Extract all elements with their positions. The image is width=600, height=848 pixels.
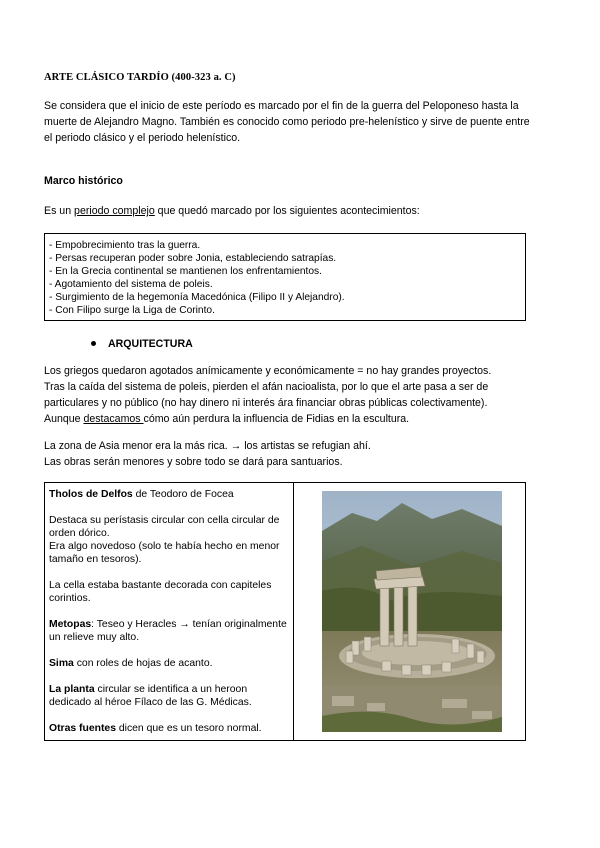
event-item: - Agotamiento del sistema de poleis. [49, 279, 213, 290]
marco-lead [44, 203, 564, 219]
arquitectura-paragraph [44, 363, 564, 427]
tholos-desc1: Destaca su perístasis circular con cella circular de orden dórico. [49, 515, 280, 539]
tholos-photo-cell [294, 483, 526, 741]
fuentes-text: dicen que es un tesoro normal. [115, 723, 262, 734]
tholos-delfos-photo [322, 491, 502, 732]
event-item: - Surgimiento de la hegemonía Macedónica (Filipo II y Alejandro). [49, 292, 345, 303]
periodo-complejo-link[interactable]: periodo complejo [74, 205, 155, 217]
intro-paragraph [44, 98, 564, 146]
sima-text: con roles de hojas de acanto. [73, 658, 213, 669]
event-item: - En la Grecia continental se mantienen los enfrentamientos. [49, 266, 322, 277]
asia-paragraph [44, 438, 564, 470]
arquitectura-heading: ARQUITECTURA [108, 338, 193, 350]
page-title: ARTE CLÁSICO TARDÍO (400-323 a. C) [44, 72, 236, 83]
intro-line: el periodo clásico y el periodo helenístico. [44, 132, 241, 144]
events-box [44, 233, 526, 321]
tholos-author: de Teodoro de Focea [132, 489, 234, 500]
bullet-icon [91, 341, 96, 346]
fuentes-label: Otras fuentes [49, 723, 116, 734]
tholos-table [44, 482, 526, 741]
marco-heading: Marco histórico [44, 175, 123, 187]
arq-line [44, 411, 564, 427]
arq-line: Los griegos quedaron agotados anímicamente y económicamente = no hay grandes proyectos. [44, 365, 492, 377]
destacamos-link[interactable]: destacamos [83, 413, 144, 425]
arq-text: Aunque [44, 413, 84, 425]
sima-label: Sima [49, 658, 74, 669]
event-item: - Con Filipo surge la Liga de Corinto. [49, 305, 215, 316]
planta-label: La planta [49, 684, 95, 695]
arq-line: Tras la caída del sistema de poleis, pierden el afán nacioalista, por lo que el arte pasa a ser de [44, 381, 489, 393]
marco-lead-text: Es un [44, 205, 75, 217]
arq-line: particulares y no público (no hay dinero ni interés ára financiar obras públicas colectivamente). [44, 397, 488, 409]
asia-line: La zona de Asia menor era la más rica. → los artistas se refugian ahí. [44, 440, 371, 452]
event-item: - Persas recuperan poder sobre Jonia, estableciendo satrapías. [49, 253, 337, 264]
metopas-label: Metopas [49, 619, 92, 630]
intro-line: muerte de Alejandro Magno. También es conocido como periodo pre-helenístico y sirve de puente entre [44, 116, 530, 128]
arq-text: cómo aún perdura la influencia de Fidias en la escultura. [143, 413, 410, 425]
tholos-text-cell [45, 483, 294, 741]
event-item: - Empobrecimiento tras la guerra. [49, 240, 201, 251]
marco-lead-text: que quedó marcado por los siguientes acontecimientos: [154, 205, 420, 217]
metopas-text: : Teseo y Heracles → tenían originalmente un relieve muy alto. [49, 619, 287, 643]
tholos-cella: La cella estaba bastante decorada con capiteles corintios. [49, 580, 272, 604]
tholos-desc2: Era algo novedoso (solo te había hecho en menor tamaño en tesoros). [49, 541, 280, 565]
asia-line: Las obras serán menores y sobre todo se dará para santuarios. [44, 456, 343, 468]
planta-text: circular se identifica a un heroon dedicado al héroe Fílaco de las G. Médicas. [49, 684, 252, 708]
intro-line: Se considera que el inicio de este período es marcado por el fin de la guerra del Peloponeso hasta la [44, 100, 519, 112]
tholos-name: Tholos de Delfos [49, 489, 133, 500]
